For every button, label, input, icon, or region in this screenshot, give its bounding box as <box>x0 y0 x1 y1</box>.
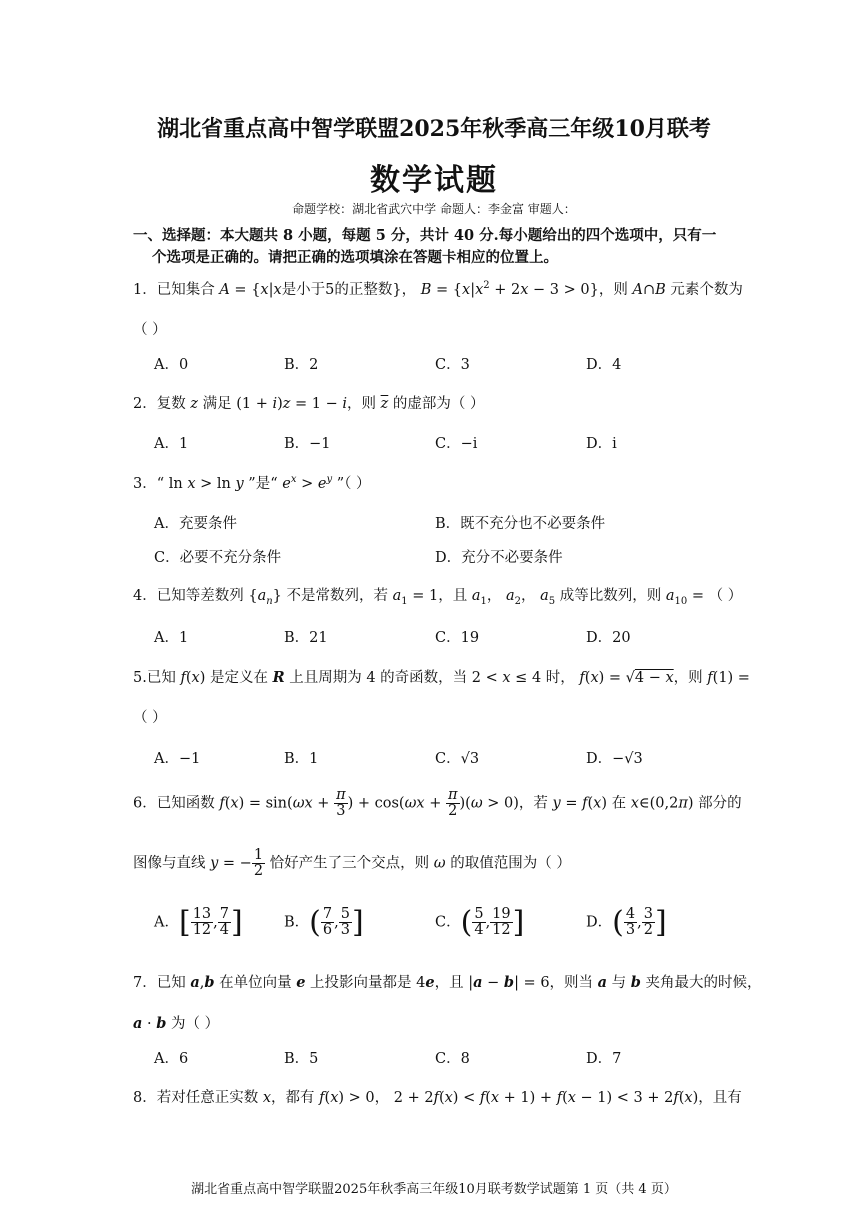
q4-option-d[interactable]: D．20 <box>586 630 631 646</box>
q5-option-c[interactable]: C．√3 <box>435 751 480 767</box>
page-footer: 湖北省重点高中智学联盟2025年秋季高三年级10月联考数学试题第 1 页（共 4 页） <box>191 1182 677 1197</box>
q6-option-d[interactable]: D．( $\frac{4}{3}$ , $\frac{3}{2}$ ] <box>586 905 667 940</box>
question-7-stem-2: a · b 为（ ） <box>133 1015 220 1032</box>
q5-option-a[interactable]: A．−1 <box>154 751 201 767</box>
question-6-stem-2: 图像与直线 y = − $\frac{1}{2}$ 恰好产生了三个交点，则 ω 的取值范围为（ ） <box>133 847 571 880</box>
section-instructions-line2: 个选项是正确的。请把正确的选项填涂在答题卡相应的位置上。 <box>152 249 558 266</box>
question-3-stem: 3．“ ln x > ln y ”是“ $e^x > e^y$ ”（ ） <box>133 474 371 492</box>
q1-option-a[interactable]: A．0 <box>154 357 189 373</box>
subject-title: 数学试题 <box>370 163 498 198</box>
q4-option-c[interactable]: C．19 <box>435 630 480 646</box>
question-2-stem: 2．复数 z 满足 (1 + i)z = 1 − i，则 $\overline{z}$ 的虚部为（ ） <box>133 396 485 412</box>
q1-option-b[interactable]: B．2 <box>284 357 319 373</box>
question-1-blank: （ ） <box>133 322 167 338</box>
q1-option-d[interactable]: D．4 <box>586 357 622 373</box>
question-5-blank: （ ） <box>133 710 167 726</box>
section-instructions-line1: 一、选择题：本大题共 8 小题，每题 5 分，共计 40 分.每小题给出的四个选项中，只有一 <box>133 227 717 244</box>
q3-option-c[interactable]: C．必要不充分条件 <box>154 550 282 566</box>
q3-option-b[interactable]: B．既不充分也不必要条件 <box>435 516 606 532</box>
q4-option-b[interactable]: B．21 <box>284 630 328 646</box>
q2-option-c[interactable]: C．−i <box>435 436 478 452</box>
q2-option-b[interactable]: B．−1 <box>284 436 331 452</box>
q1-option-c[interactable]: C．3 <box>435 357 470 373</box>
question-1-stem: 1．已知集合 A = {x|x是小于5的正整数}， $B = \{x|x^2 + 2x - 3 > 0\}$，则 A∩B 元素个数为 <box>133 280 743 298</box>
q5-option-b[interactable]: B．1 <box>284 751 319 767</box>
exam-title: 湖北省重点高中智学联盟2025年秋季高三年级10月联考 <box>157 116 711 142</box>
q6-option-b[interactable]: B．( $\frac{7}{6}$ , $\frac{5}{3}$ ] <box>284 905 364 940</box>
q2-option-d[interactable]: D．i <box>586 436 617 452</box>
q3-option-a[interactable]: A．充要条件 <box>154 516 237 532</box>
question-6-stem: 6．已知函数 f(x) = sin(ωx + $\frac{\pi}{3}$ ) + cos(ωx + $\frac{\pi}{2}$ )(ω > 0)，若 y = f(x) 在 x∈(0,2π) 部分的 <box>133 787 742 820</box>
question-7-stem: 7．已知 a,b 在单位向量 e 上投影向量都是 4e，且 |a − b| = 6，则当 a 与 b 夹角最大的时候， <box>133 974 762 991</box>
question-5-stem: 5.已知 f(x) 是定义在 R 上且周期为 4 的奇函数，当 2 < x ≤ 4 时， f(x) = √4 − x，则 f(1) = <box>133 669 750 686</box>
q3-option-d[interactable]: D．充分不必要条件 <box>435 550 563 566</box>
q5-option-d[interactable]: D．−√3 <box>586 751 643 767</box>
q6-option-c[interactable]: C．( $\frac{5}{4}$ , $\frac{19}{12}$ ] <box>435 905 525 940</box>
q7-option-c[interactable]: C．8 <box>435 1051 470 1067</box>
q7-option-d[interactable]: D．7 <box>586 1051 622 1067</box>
q6-option-a[interactable]: A．[ $\frac{13}{12}$ , $\frac{7}{4}$ ] <box>154 905 243 940</box>
q2-option-a[interactable]: A．1 <box>154 436 189 452</box>
q7-option-a[interactable]: A．6 <box>154 1051 189 1067</box>
q7-option-b[interactable]: B．5 <box>284 1051 319 1067</box>
question-4-stem: 4．已知等差数列 $\{a_n\}$ 不是常数列，若 $a_1 = 1$，且 $a_1$， $a_2$， $a_5$ 成等比数列，则 $a_{10}$ = （ ） <box>133 588 743 607</box>
q4-option-a[interactable]: A．1 <box>154 630 189 646</box>
question-8-stem: 8．若对任意正实数 x，都有 f(x) > 0， 2 + 2f(x) < f(x + 1) + f(x − 1) < 3 + 2f(x)，且有 <box>133 1090 742 1106</box>
author-info: 命题学校：湖北省武穴中学 命题人：李金富 审题人： <box>292 202 576 216</box>
